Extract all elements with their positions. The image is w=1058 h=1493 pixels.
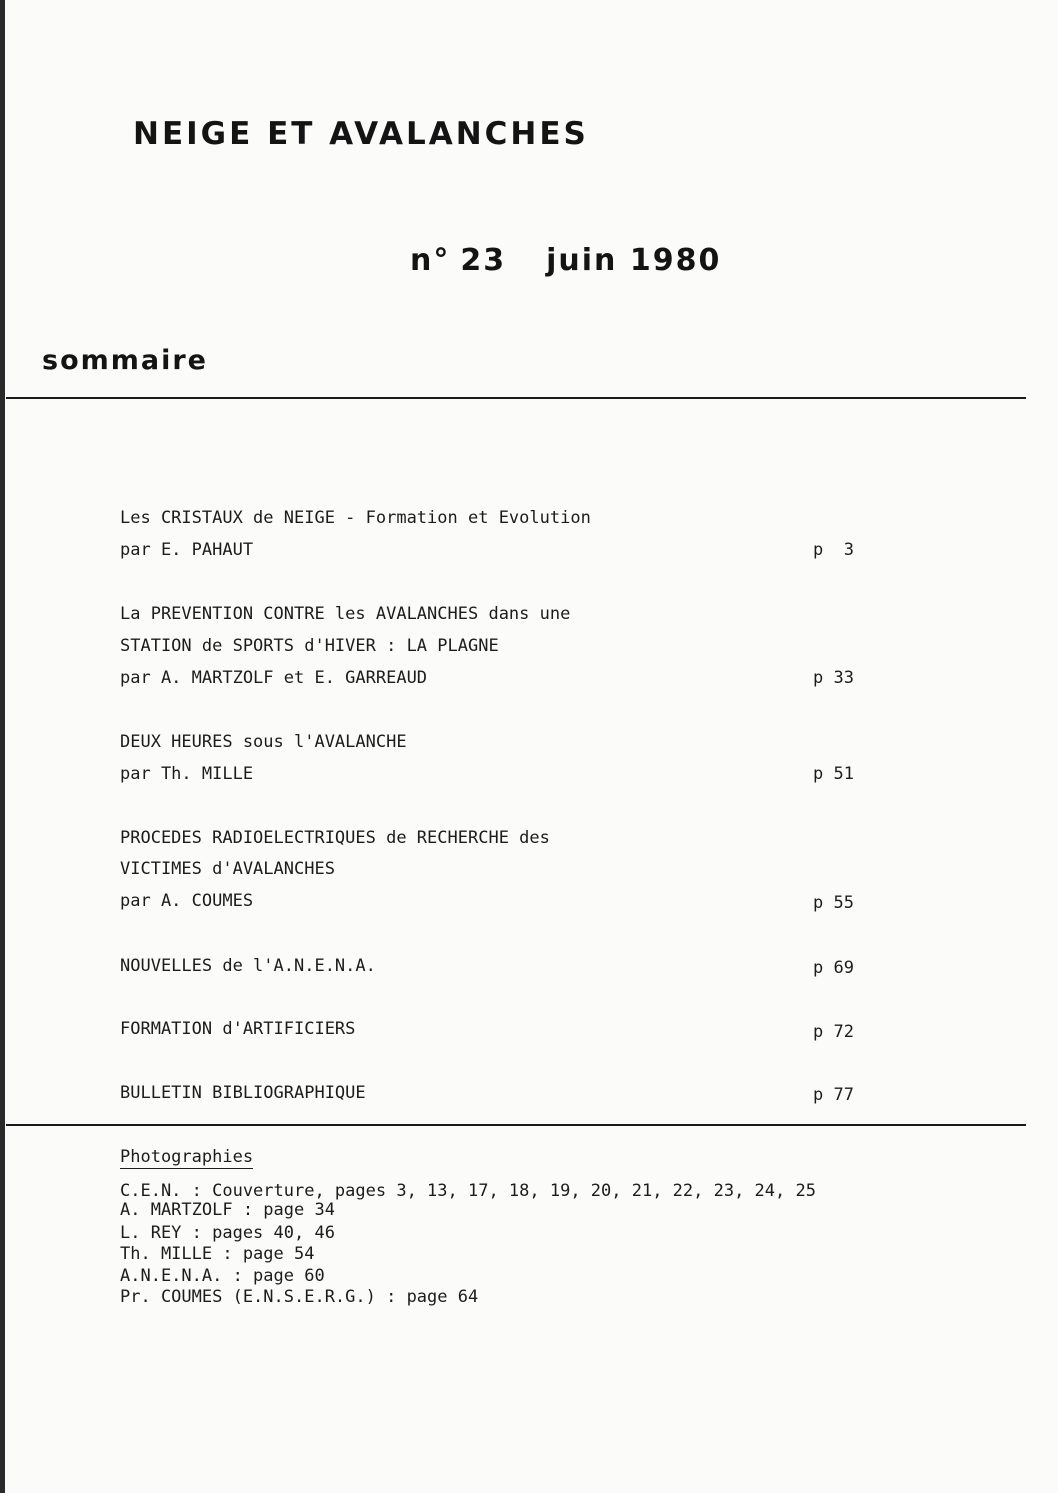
bottom-divider bbox=[6, 1124, 1026, 1126]
photo-credit-3: L. REY : pages 40, 46 bbox=[120, 1223, 335, 1243]
toc-entry-2-page: p 33 bbox=[813, 668, 854, 688]
photographies-heading: Photographies bbox=[120, 1147, 254, 1167]
toc-entry-1-line-2: par E. PAHAUT bbox=[120, 540, 254, 560]
photo-credit-1: C.E.N. : Couverture, pages 3, 13, 17, 18, 19, 20, 21, 22, 23, 24, 25 bbox=[120, 1181, 816, 1201]
photo-credit-4: Th. MILLE : page 54 bbox=[120, 1244, 315, 1264]
toc-entry-4-line-3: par A. COUMES bbox=[120, 891, 254, 911]
toc-entry-2-line-2: STATION de SPORTS d'HIVER : LA PLAGNE bbox=[120, 636, 499, 656]
toc-entry-3-line-1: DEUX HEURES sous l'AVALANCHE bbox=[120, 732, 407, 752]
toc-entry-5-page: p 69 bbox=[813, 958, 854, 978]
toc-entry-5-line-1: NOUVELLES de l'A.N.E.N.A. bbox=[120, 956, 376, 976]
toc-entry-7-line-1: BULLETIN BIBLIOGRAPHIQUE bbox=[120, 1083, 366, 1103]
toc-entry-2-line-3: par A. MARTZOLF et E. GARREAUD bbox=[120, 668, 428, 688]
toc-entry-1-line-1: Les CRISTAUX de NEIGE - Formation et Evolution bbox=[120, 508, 591, 528]
issue-number-symbol: n° bbox=[410, 243, 451, 278]
masthead-title: NEIGE ET AVALANCHES bbox=[133, 116, 589, 152]
toc-entry-1-page: p 3 bbox=[813, 540, 854, 560]
toc-entry-3-line-2: par Th. MILLE bbox=[120, 764, 254, 784]
toc-entry-4-line-1: PROCEDES RADIOELECTRIQUES de RECHERCHE des bbox=[120, 828, 550, 848]
photo-credit-2: A. MARTZOLF : page 34 bbox=[120, 1200, 335, 1220]
toc-entry-6-page: p 72 bbox=[813, 1022, 854, 1042]
toc-entry-7-page: p 77 bbox=[813, 1085, 854, 1105]
toc-entry-2-line-1: La PREVENTION CONTRE les AVALANCHES dans une bbox=[120, 604, 571, 624]
photo-credit-5: A.N.E.N.A. : page 60 bbox=[120, 1266, 325, 1286]
issue-number: 23 bbox=[460, 243, 507, 278]
toc-entry-4-page: p 55 bbox=[813, 893, 854, 913]
photo-credit-6: Pr. COUMES (E.N.S.E.R.G.) : page 64 bbox=[120, 1287, 479, 1307]
top-divider bbox=[6, 397, 1026, 399]
issue-date: juin 1980 bbox=[546, 243, 722, 278]
page-binding-edge bbox=[0, 0, 5, 1493]
toc-entry-3-page: p 51 bbox=[813, 764, 854, 784]
issue-line bbox=[410, 243, 721, 278]
section-title: sommaire bbox=[42, 345, 208, 376]
toc-entry-6-line-1: FORMATION d'ARTIFICIERS bbox=[120, 1019, 356, 1039]
toc-entry-4-line-2: VICTIMES d'AVALANCHES bbox=[120, 859, 335, 879]
